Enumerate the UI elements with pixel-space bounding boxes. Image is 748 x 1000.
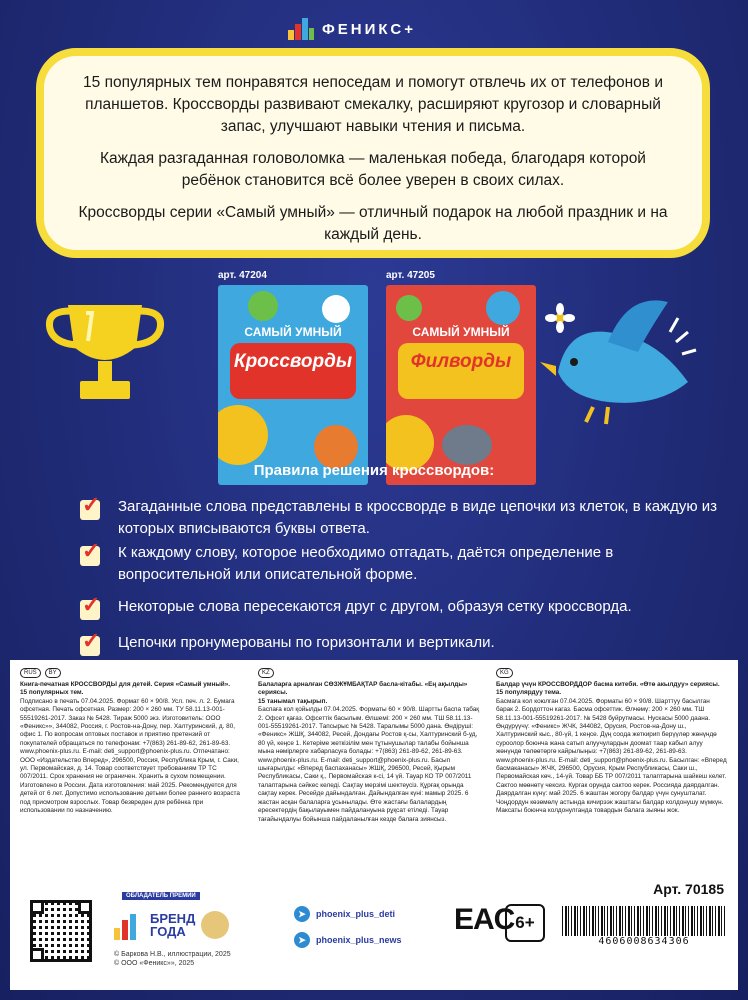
brand-award bbox=[114, 893, 272, 944]
imprint-kz bbox=[258, 668, 484, 824]
intro-paragraph-1: 15 популярных тем понравятся непоседам и помогут отвлечь их от телефонов и планшетов. Кроссворды развивают смекалку, расширяют кругозор и словарный запас, улучшают навыки чтения и письма. bbox=[83, 74, 663, 135]
barcode bbox=[562, 906, 726, 946]
cover-decoration bbox=[396, 295, 422, 321]
imprint-kg bbox=[496, 668, 728, 816]
book-1-art: арт. 47204 bbox=[218, 270, 267, 281]
telegram-icon: ➤ bbox=[294, 906, 310, 922]
phoenix-logo-icon bbox=[288, 18, 314, 40]
age-rating: 6+ bbox=[505, 904, 545, 942]
book-1-title: Кроссворды bbox=[233, 351, 353, 372]
social-handle: phoenix_plus_deti bbox=[316, 909, 396, 919]
rule-text: Загаданные слова представлены в кроссворде в виде цепочки из клеток, в каждую из которых вписываются буквы ответа. bbox=[118, 498, 718, 537]
rule-item bbox=[80, 492, 720, 540]
rule-text: К каждому слову, которое необходимо отгадать, даётся определение в вопросительной или описательной форме. bbox=[118, 544, 614, 583]
cover-decoration bbox=[218, 405, 268, 465]
cover-decoration bbox=[442, 425, 492, 465]
checkbox-icon: ✓ bbox=[80, 496, 104, 520]
imprint-kz-body: Баспаға кол қойылды 07.04.2025. Форматы 60 × 90/8. Шартты баспа табақ 2. Офсет қағаз. Офсеттік басылым. Өлшемі: 200 × 260 мм. ТШ 58.11.13-001-55519261-2017. Тапсырыс № 5428. Таралымы 5000 дана. Өндіруші: «Феникс» ЖШҚ, 344082, Ресей, Дондағы Ростов қ-сы, Халтуринский б-уд, 80 үй, кеңсе 1. Кетеріме жеткізілім мен тұтынушылар талабы бойынша мына нөмірлерге хабарласуға болады: +7(863) 261-89-62, 261-89-63. www.phoenix-plus.ru. E-mail: deti_support@phoenix-plus.ru. Басып шығарылды: «Вперед баспаханасы» ЖШҚ, 296500, Ресей, Қырым Республикасы, Саки қ., Первомайская к-сі, 14 үй. Тауар КО ТР 007/2011 талаптарына сәйкес келеді. Сақтау мерзімі шектеусіз. Құрғақ орында сақтау керек. Ресейде дайындалған. Дайындалған күні: мамыр 2025. 6 жастан асқан балаларға ұсынылады. Өте жастағы балалардың ересектердің бақылауымен пайдалануына рұқсат етіледі. Тауар тағайындалуы бойынша пайдаланылған кезде балаға зиянсыз. bbox=[258, 706, 480, 823]
lang-badge: KG bbox=[496, 668, 513, 678]
imprint-ru-subtitle: 15 популярных тем. bbox=[20, 689, 84, 697]
cover-decoration bbox=[322, 295, 350, 323]
book-2-art: арт. 47205 bbox=[386, 270, 435, 281]
checkbox-icon: ✓ bbox=[80, 596, 104, 620]
rule-item bbox=[80, 628, 720, 656]
award-title: БРЕНД ГОДА bbox=[150, 911, 196, 939]
imprint-panel bbox=[10, 660, 738, 990]
rule-item bbox=[80, 592, 720, 620]
barcode-number: 4606008634306 bbox=[598, 936, 690, 947]
imprint-kz-title: Балаларға арналған СӨЗЖҰМБАҚТАР басла-кітабы. «Ең ақылды» сериясы. bbox=[258, 681, 468, 697]
lang-badge: BY bbox=[45, 668, 61, 678]
social-link[interactable] bbox=[294, 906, 395, 922]
rule-text: Цепочки пронумерованы по горизонтали и вертикали. bbox=[118, 634, 495, 651]
checkbox-icon: ✓ bbox=[80, 632, 104, 656]
cover-decoration bbox=[486, 291, 520, 325]
award-ribbon: ОБЛАДАТЕЛЬ ПРЕМИИ bbox=[122, 892, 200, 900]
trophy-icon bbox=[40, 295, 170, 415]
imprint-ru-body: Подписано в печать 07.04.2025. Формат 60 × 90/8. Усл. печ. л. 2. Бумага офсетная. Печать офсетная. Размер: 200 × 260 мм. ТУ 58.11.13-001-55519261-2017. Заказ № 5428. Тираж 5000 экз. Изготовитель: ООО «Феникс»», 344082, Россия, г. Ростов-на-Дону, пер. Халтуринский, д. 80, офис 1. По вопросам оптовых поставок и приятию претензий от покупателей обращаться по телефонам: +7(863) 261-89-62, 261-89-63. www.phoenix-plus.ru. E-mail: deti_support@phoenix-plus.ru. Отпечатано: ООО «Издательство Вперед», 296500, Россия, Республика Крым, г. Саки, ул. Первомайская, д. 14. Товар соответствует требованиям ТР ТС 007/2011. Срок хранения не ограничен. Хранить в сухом помещении. Изготовлено в России. Дата изготовления: май 2025. Рекомендуется для детей от 6 лет. Допустимо использование детьми более раннего возраста под присмотром взрослых. Товар безвреден для ребёнка при использовании по назначению. bbox=[20, 697, 240, 815]
imprint-ru bbox=[20, 668, 246, 816]
telegram-icon: ➤ bbox=[294, 932, 310, 948]
qr-code-icon bbox=[30, 900, 92, 962]
rules-title: Правила решения кроссвордов: bbox=[253, 462, 495, 479]
article-number: Арт. 70185 bbox=[653, 881, 724, 897]
imprint-kg-subtitle: 15 популярдуу тема. bbox=[496, 689, 562, 697]
bird-icon bbox=[538, 282, 698, 432]
imprint-kg-body: Басмага кол коюлган 07.04.2025. Форматы 60 × 90/8. Шарттуу басылган барак 2. Бордоттон кагаз. Басма офсеттик. Өлчөмү: 200 × 260 мм. ТШ 58.11.13-001-55519261-2017. № 5428 буйрутмасы. Нускасы 5000 даана. Өндүрүүчү: «Феникс» ЖЧК, 344082, Орусия, Ростов-на-Дону ш., Халтуринский кыс., 80-үй, 1 кеңсе. Дүң соода жеткирип берүүлөр жөнүндө суроолор боюнча жана сатып алуучулардын доомат таар кабыл алуу жөнүндө төлөөтөргө кайрылыңыз: +7(863) 261-89-62, 261-89-63. www.phoenix-plus.ru. E-mail: deti_support@phoenix-plus.ru. Басылган: «Вперед басмаканасы» ЖЧК, 296500, Орусия, Крым Республикасы, Саки ш., Первомайская көч., 14-үй. Товар ББ ТР 007/2011 талаптарына шайкеш келет. Сактоо мөөнөтү чексиз. Кургак орунда сактоо керек. Россияда даярдалган. Даярдалган күнү: май 2025. 6 жаштан жогору балдар үчүн сунушталат. Чоңдордун көзөмөлү астында кичирээк жаштагы балдар колдонушу мүмкүн. Максаты боюнча колдонулганда товардын балага зыяны жок. bbox=[496, 697, 727, 815]
imprint-ru-title: Книга-печатная КРОССВОРДЫ для детей. Серия «Самый умный». bbox=[20, 681, 231, 688]
book-2-series: САМЫЙ УМНЫЙ bbox=[412, 325, 510, 339]
checkbox-icon: ✓ bbox=[80, 542, 104, 566]
imprint-kz-subtitle: 15 танымал тақырып. bbox=[258, 697, 328, 705]
phoenix-logo-icon bbox=[114, 910, 144, 940]
lang-badge: KZ bbox=[258, 668, 274, 678]
social-handle: phoenix_plus_news bbox=[316, 935, 402, 945]
intro-paragraph-3: Кроссворды серии «Самый умный» — отличный подарок на любой праздник и на каждый день. bbox=[78, 204, 668, 243]
intro-paragraph-2: Каждая разгаданная головоломка — маленькая победа, благодаря которой ребёнок становится всё более уверен в своих силах. bbox=[100, 150, 646, 189]
copyright: © Баркова Н.В., иллюстрации, 2025 © ООО «Феникс»», 2025 bbox=[114, 951, 231, 967]
publisher-name: ФЕНИКС+ bbox=[322, 20, 416, 38]
barcode-icon bbox=[562, 906, 726, 936]
lang-badge: RUS bbox=[20, 668, 41, 678]
publisher-logo bbox=[288, 18, 416, 40]
eac-mark: EAC bbox=[454, 903, 515, 936]
rule-item bbox=[80, 538, 720, 586]
book-1-series: САМЫЙ УМНЫЙ bbox=[244, 325, 342, 339]
intro-box bbox=[36, 48, 710, 258]
book-cover-crosswords bbox=[218, 285, 368, 485]
rule-text: Некоторые слова пересекаются друг с другом, образуя сетку кроссворда. bbox=[118, 598, 632, 615]
medal-icon bbox=[201, 911, 229, 939]
social-link[interactable] bbox=[294, 932, 402, 948]
book-2-title: Филворды bbox=[410, 351, 512, 372]
imprint-kg-title: Балдар үчүн КРОССВОРДДОР басма китеби. «Өтө акылдуу» сериясы. bbox=[496, 681, 720, 688]
cover-decoration bbox=[248, 291, 278, 321]
book-cover-fillwords bbox=[386, 285, 536, 485]
